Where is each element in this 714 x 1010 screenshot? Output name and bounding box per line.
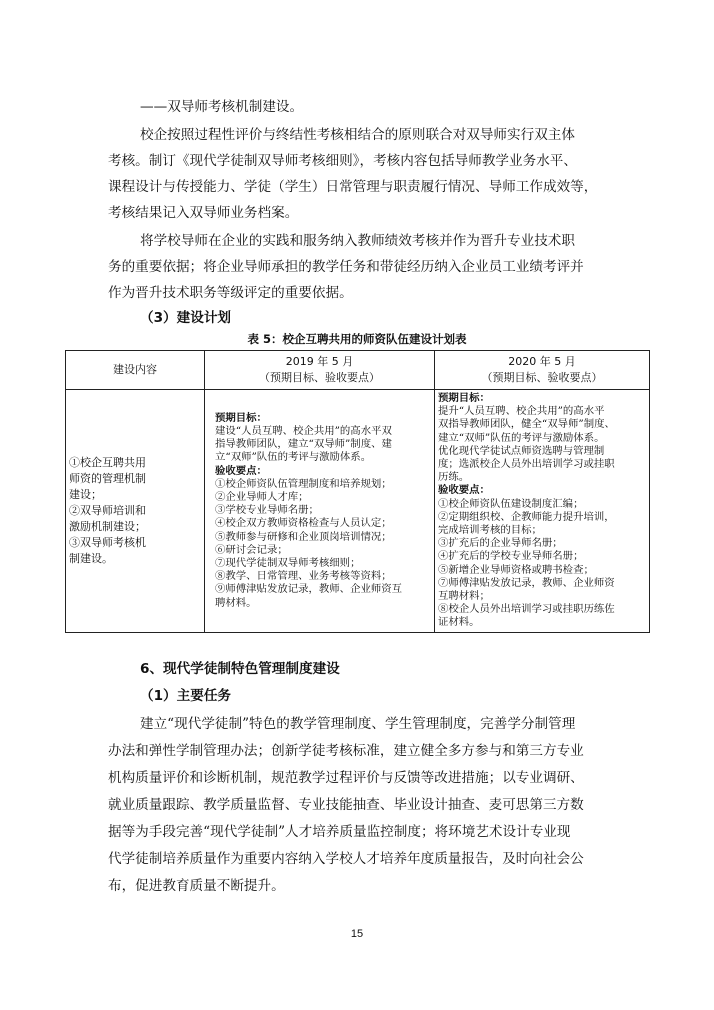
sub-heading: ——双导师考核机制建设。 (140, 99, 304, 115)
check-line: ④扩充后的学校专业导师名册； (438, 550, 584, 563)
check-line: 聘材料。 (215, 596, 257, 609)
content-line: ②双导师培训和 (69, 503, 146, 517)
paragraph-line: 机构质量评价和诊断机制，规范教学过程评价与反馈等改进措施；以专业调研、 (108, 770, 584, 786)
content-line: ③双导师考核机 (69, 535, 146, 549)
check-line: ⑨师傅津贴发放记录，教师、企业师资互 (215, 583, 403, 596)
check-label: 验收要点： (438, 484, 490, 497)
plan-table (65, 350, 650, 633)
content-line: 制建设。 (69, 551, 113, 565)
paragraph-line: 务的重要依据；将企业导师承担的教学任务和带徒经历纳入企业员工业绩考评并 (108, 259, 584, 275)
check-line: ⑤新增企业导师资格或聘书检查； (438, 563, 594, 576)
check-line: ④校企双方教师资格检查与人员认定； (215, 517, 392, 530)
header-2020-note: （预期目标、验收要点） (481, 371, 603, 384)
goal-line: 历练。 (438, 471, 470, 484)
header-2019-note: （预期目标、验收要点） (259, 371, 380, 384)
plan-2020-cell (435, 390, 650, 633)
goal-line: 双指导教师团队，健全“双导师”制度、 (438, 418, 615, 431)
goal-line: 建设“人员互聘、校企共用”的高水平双 (215, 425, 392, 437)
page-number: 15 (350, 928, 364, 940)
goal-line: 建立“双师”队伍的考评与激励体系。 (438, 431, 605, 444)
paragraph-line: 布，促进教育质量不断提升。 (108, 878, 285, 894)
check-line: ⑧校企人员外出培训学习或挂职历练佐 (438, 603, 615, 616)
goal-line: 指导教师团队，建立“双导师”制度、建 (215, 438, 392, 451)
check-line: 证材料。 (438, 616, 480, 629)
paragraph-line: 考核。制订《现代学徒制双导师考核细则》，考核内容包括导师教学业务水平、 (108, 153, 577, 169)
header-2020-date: 2020 年 5 月 (508, 355, 576, 368)
paragraph-line: 就业质量跟踪、教学质量监督、专业技能抽查、毕业设计抽查、麦可思第三方数 (108, 797, 584, 813)
header-2019-date: 2019 年 5 月 (285, 355, 354, 368)
goal-line: 提升“人员互聘、校企共用”的高水平 (438, 405, 605, 418)
content-line: 建设； (69, 487, 102, 501)
check-line: ②定期组织校、企教师能力提升培训， (438, 510, 615, 523)
goal-line: 度；选派校企人员外出培训学习或挂职 (438, 458, 615, 471)
paragraph-line: 建立“现代学徒制”特色的教学管理制度、学生管理制度，完善学分制管理 (140, 716, 576, 732)
subsection-title: （1）主要任务 (140, 688, 232, 704)
check-line: ③扩充后的企业导师名册； (438, 537, 563, 550)
paragraph-line: 据等为手段完善“现代学徒制”人才培养质量监控制度；将环境艺术设计专业现 (108, 824, 571, 840)
paragraph-line: 作为晋升技术职务等级评定的重要依据。 (108, 285, 353, 301)
paragraph-line: 办法和弹性学制管理办法；创新学徒考核标准，建立健全多方参与和第三方专业 (108, 743, 584, 759)
check-line: 完成培训考核的目标； (438, 524, 542, 537)
header-content: 建设内容 (66, 351, 205, 390)
section-heading: （3）建设计划 (140, 310, 232, 326)
table-header-row (66, 351, 650, 390)
table-row (66, 390, 650, 633)
paragraph-line: 将学校导师在企业的实践和服务纳入教师绩效考核并作为晋升专业技术职 (140, 233, 575, 249)
check-line: ⑥研讨会记录； (215, 543, 288, 556)
content-line: ①校企互聘共用 (69, 455, 146, 469)
table-caption: 表 5：校企互聘共用的师资队伍建设计划表 (247, 332, 467, 346)
check-line: ⑦现代学徒制双导师考核细则； (215, 557, 361, 570)
check-label: 验收要点： (215, 464, 267, 477)
check-line: ①校企师资队伍管理制度和培养规划； (215, 477, 392, 490)
goal-label: 预期目标： (438, 392, 490, 404)
goal-label: 预期目标： (215, 411, 267, 424)
goal-line: 立“双师”队伍的考评与激励体系。 (215, 451, 372, 464)
plan-2019-cell (205, 390, 435, 633)
check-line: ①校企师资队伍建设制度汇编； (438, 497, 584, 510)
goal-line: 优化现代学徒试点师资选聘与管理制 (438, 444, 605, 457)
check-line: 互聘材料； (438, 590, 490, 603)
content-line: 师资的管理机制 (69, 471, 146, 485)
check-line: ⑧教学、日常管理、业务考核等资料； (215, 570, 392, 583)
content-line: 激励机制建设； (69, 519, 146, 533)
paragraph-line: 考核结果记入双导师业务档案。 (108, 205, 299, 221)
paragraph-line: 课程设计与传授能力、学徒（学生）日常管理与职责履行情况、导师工作成效等， (108, 179, 598, 195)
check-line: ⑦师傅津贴发放记录，教师、企业师资 (438, 576, 615, 589)
header-2019 (205, 351, 435, 390)
content-cell (66, 390, 205, 633)
check-line: ②企业导师人才库； (215, 491, 309, 504)
header-2020 (435, 351, 650, 390)
check-line: ③学校专业导师名册； (215, 504, 319, 517)
section-title: 6、现代学徒制特色管理制度建设 (140, 661, 340, 677)
check-line: ⑤教师参与研修和企业顶岗培训情况； (215, 530, 392, 543)
paragraph-line: 校企按照过程性评价与终结性考核相结合的原则联合对双导师实行双主体 (140, 127, 575, 143)
paragraph-line: 代学徒制培养质量作为重要内容纳入学校人才培养年度质量报告，及时向社会公 (108, 851, 584, 867)
